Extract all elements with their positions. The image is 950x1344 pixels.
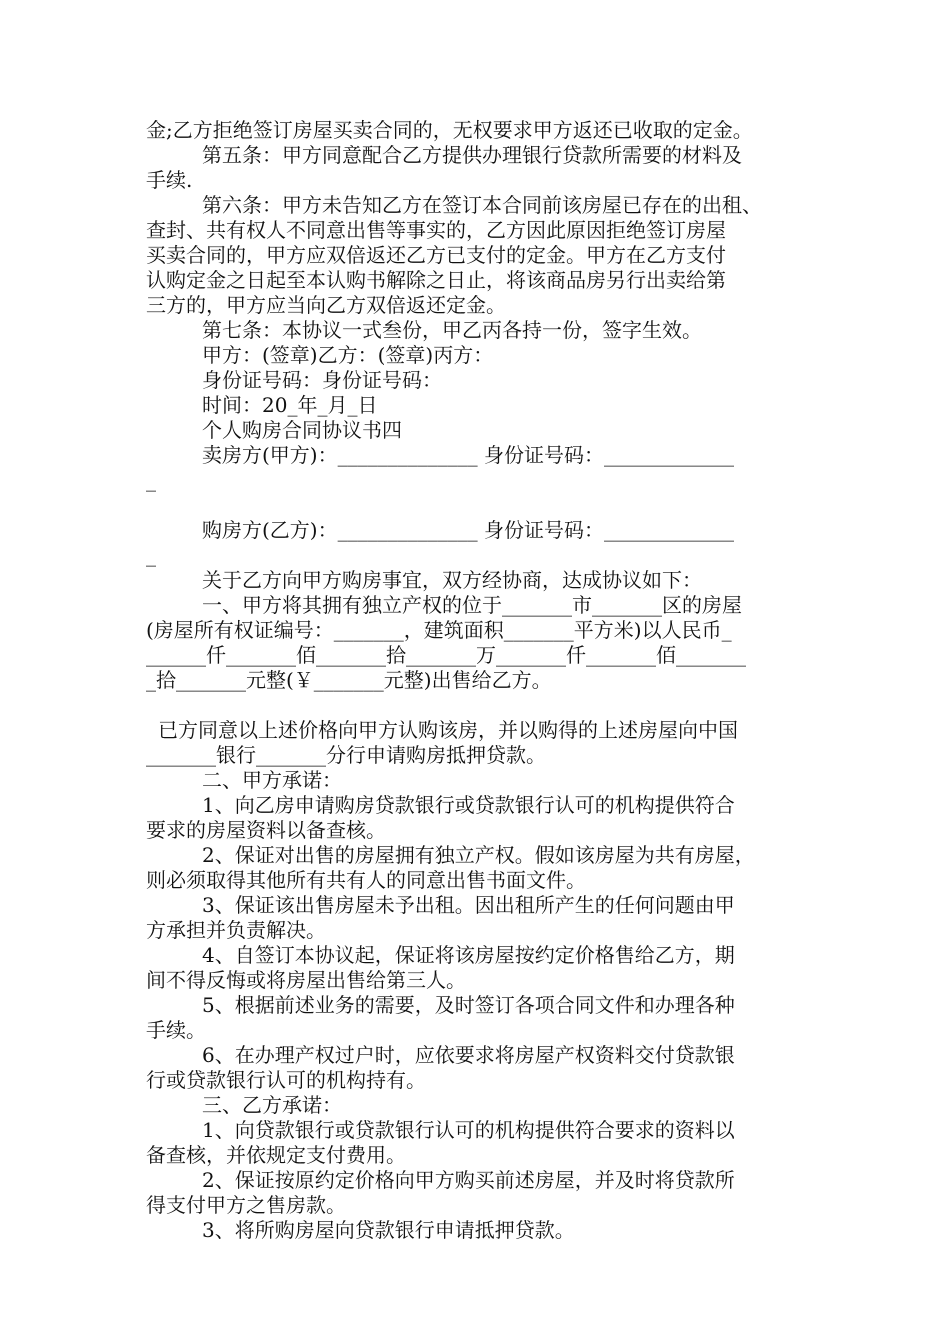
text-line: 手续。	[146, 1018, 206, 1042]
document-page	[146, 118, 811, 1243]
signature-line: 甲方：(签章)乙方：(签章)丙方：	[202, 343, 494, 367]
text-line: 金;乙方拒绝签订房屋买卖合同的，无权要求甲方返还已收取的定金。	[146, 118, 753, 142]
text-line: 要求的房屋资料以备查核。	[146, 818, 386, 842]
text-line: _	[146, 468, 156, 492]
list-item: 5、根据前述业务的需要，及时签订各项合同文件和办理各种	[202, 993, 735, 1017]
text-line: 已方同意以上述价格向甲方认购该房，并以购得的上述房屋向中国	[158, 718, 738, 742]
agreement-intro: 关于乙方向甲方购房事宜，双方经协商，达成协议如下：	[202, 568, 702, 592]
section-title: 个人购房合同协议书四	[202, 418, 402, 442]
text-line: 认购定金之日起至本认购书解除之日止，将该商品房另行出卖给第	[146, 268, 726, 292]
list-item: 2、保证对出售的房屋拥有独立产权。假如该房屋为共有房屋，	[202, 843, 755, 867]
date-line: 时间：20_年_月_日	[202, 393, 378, 417]
article-6: 第六条：甲方未告知乙方在签订本合同前该房屋已存在的出租、	[202, 193, 762, 217]
article-7: 第七条：本协议一式叁份，甲乙丙各持一份，签字生效。	[202, 318, 702, 342]
article-5: 第五条：甲方同意配合乙方提供办理银行贷款所需要的材料及	[202, 143, 742, 167]
id-number-line: 身份证号码：身份证号码：	[202, 368, 442, 392]
list-item: 3、将所购房屋向贷款银行申请抵押贷款。	[202, 1218, 575, 1242]
text-line: _______银行_______分行申请购房抵押贷款。	[146, 743, 546, 767]
text-line: 查封、共有权人不同意出售等事实的，乙方因此原因拒绝签订房屋	[146, 218, 726, 242]
list-item: 2、保证按原约定价格向甲方购买前述房屋，并及时将贷款所	[202, 1168, 735, 1192]
list-item: 6、在办理产权过户时，应依要求将房屋产权资料交付贷款银	[202, 1043, 735, 1067]
buyer-line: 购房方(乙方)：______________ 身份证号码：_____________	[202, 518, 734, 542]
spacer	[146, 493, 811, 518]
text-line: 买卖合同的，甲方应双倍返还乙方已支付的定金。甲方在乙方支付	[146, 243, 726, 267]
list-item: 1、向乙房申请购房贷款银行或贷款银行认可的机构提供符合	[202, 793, 735, 817]
text-line: 手续.	[146, 168, 193, 192]
party-a-heading: 二、甲方承诺：	[202, 768, 342, 792]
text-line: ______仟_______佰_______拾_______万_______仟_______佰_______	[146, 643, 746, 667]
list-item: 4、自签订本协议起，保证将该房屋按约定价格售给乙方，期	[202, 943, 735, 967]
list-item: 3、保证该出售房屋未予出租。因出租所产生的任何问题由甲	[202, 893, 735, 917]
list-item: 1、向贷款银行或贷款银行认可的机构提供符合要求的资料以	[202, 1118, 735, 1142]
text-line: 间不得反悔或将房屋出售给第三人。	[146, 968, 466, 992]
text-line: _	[146, 543, 156, 567]
text-line: (房屋所有权证编号：_______，建筑面积_______平方米)以人民币_	[146, 618, 732, 642]
text-line: 则必须取得其他所有共有人的同意出售书面文件。	[146, 868, 586, 892]
text-line: 备查核，并依规定支付费用。	[146, 1143, 406, 1167]
seller-line: 卖房方(甲方)：______________ 身份证号码：_____________	[202, 443, 734, 467]
text-line: 方承担并负责解决。	[146, 918, 326, 942]
text-line: 三方的，甲方应当向乙方双倍返还定金。	[146, 293, 506, 317]
text-line: _拾_______元整(￥_______元整)出售给乙方。	[146, 668, 552, 692]
spacer	[146, 693, 811, 718]
text-line: 行或贷款银行认可的机构持有。	[146, 1068, 426, 1092]
party-b-heading: 三、乙方承诺：	[202, 1093, 342, 1117]
text-line: 得支付甲方之售房款。	[146, 1193, 346, 1217]
clause-1: 一、甲方将其拥有独立产权的位于_______市_______区的房屋	[202, 593, 742, 617]
